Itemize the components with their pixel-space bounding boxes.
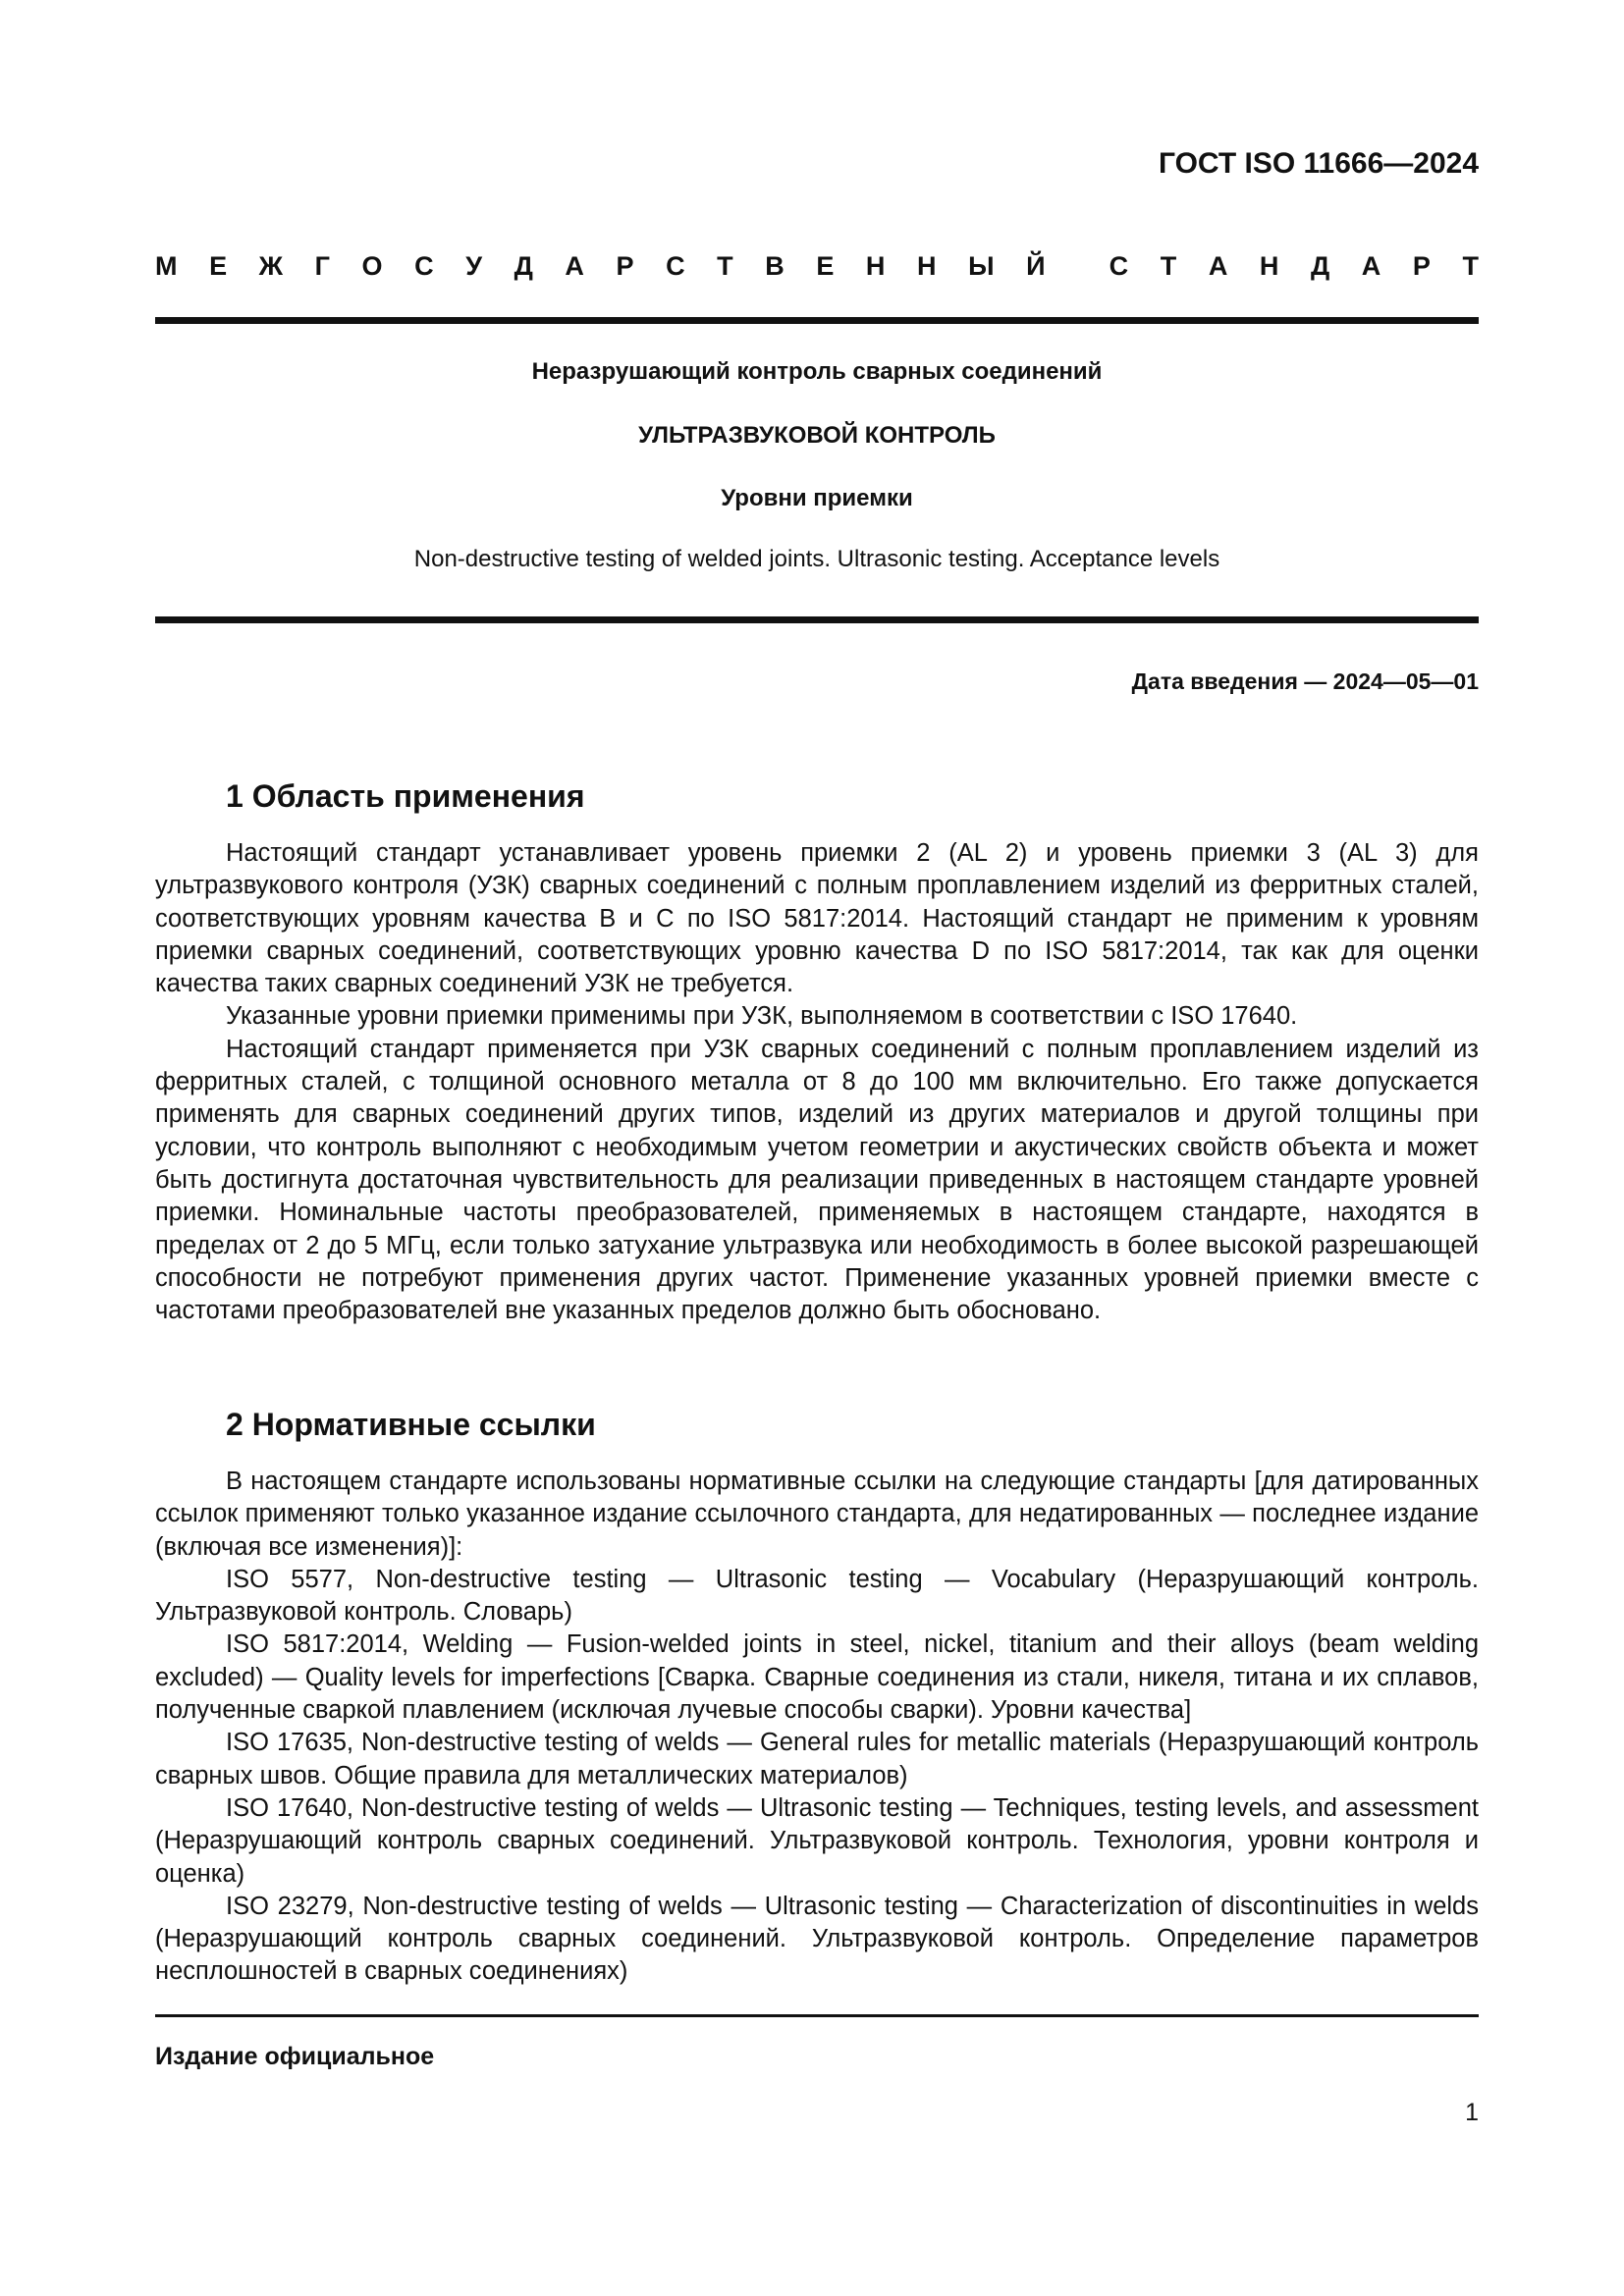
doc-type-letter: Р: [1412, 251, 1431, 281]
doc-type-letter: Н: [865, 251, 886, 281]
edition-label: Издание официальное: [155, 2043, 435, 2070]
doc-type-letter: Т: [717, 251, 733, 281]
paragraph: Указанные уровни приемки применимы при УЗК, выполняемом в соответствии с ISO 17640.: [226, 1002, 1298, 1031]
doc-type-letter: В: [765, 251, 785, 281]
section-heading-scope: 1 Область применения: [226, 778, 585, 814]
doc-type-letter: Т: [1160, 251, 1177, 281]
section-body-references: [155, 1466, 1479, 1989]
footer-divider: [155, 2014, 1479, 2017]
doc-type-letter: А: [1208, 251, 1228, 281]
doc-type-letter: О: [361, 251, 383, 281]
title-english: Non-destructive testing of welded joints. Ultrasonic testing. Acceptance levels: [413, 546, 1220, 572]
doc-type-letter: У: [465, 251, 483, 281]
doc-type-letter: Д: [514, 251, 533, 281]
doc-type-letter: Д: [1310, 251, 1330, 281]
introduction-date: Дата введения — 2024—05—01: [1131, 668, 1479, 694]
doc-type-letter: С: [666, 251, 685, 281]
paragraph: Настоящий стандарт устанавливает уровень приемки 2 (AL 2) и уровень приемки 3 (AL 3) для ультразвукового контроля (УЗК) сварных соединений с полным проплавлением изделий из ферритных сталей, соответствующих уровням качества В и С по ISO 5817:2014. Настоящий стандарт не применим к уровням приемки сварных соединений, соответствующих уровню качества D по ISO 5817:2014, так как для оценки качества таких сварных соединений УЗК не требуется.: [155, 839, 1479, 998]
doc-type-letter: М: [155, 251, 178, 281]
reference-item: ISO 17635, Non-destructive testing of welds — General rules for metallic materials (Неразрушающий контроль сварных швов. Общие правила для металлических материалов): [155, 1729, 1479, 1789]
doc-type-letter: Ж: [258, 251, 284, 281]
title-main: Неразрушающий контроль сварных соединений: [531, 358, 1103, 385]
doc-type-letter: Е: [816, 251, 835, 281]
doc-type-letter: А: [1361, 251, 1381, 281]
reference-item: ISO 17640, Non-destructive testing of welds — Ultrasonic testing — Techniques, testing levels, and assessment (Неразрушающий контроль сварных соединений. Ультразвуковой контроль. Технология, уровни контроля и оценка): [155, 1793, 1479, 1888]
doc-type-letter: Й: [1026, 251, 1046, 281]
doc-type-letter: С: [414, 251, 434, 281]
section-heading-references: 2 Нормативные ссылки: [226, 1407, 596, 1442]
doc-type-letter: С: [1109, 251, 1129, 281]
document-page: [155, 0, 1479, 2296]
doc-type-letter: Г: [314, 251, 330, 281]
page-number: 1: [1465, 2099, 1479, 2126]
reference-item: ISO 23279, Non-destructive testing of welds — Ultrasonic testing — Characterization of discontinuities in welds (Неразрушающий контроль сварных соединений. Ультразвуковой контроль. Определение параметров несплошностей в сварных соединениях): [155, 1892, 1479, 1986]
doc-type-letter: А: [565, 251, 584, 281]
doc-type-letter: Ы: [968, 251, 995, 281]
doc-type-letter: Р: [616, 251, 634, 281]
title-sub: УЛЬТРАЗВУКОВОЙ КОНТРОЛЬ: [638, 422, 996, 449]
reference-item: ISO 5817:2014, Welding — Fusion-welded joints in steel, nickel, titanium and their alloys (beam welding excluded) — Quality levels for imperfections [Сварка. Сварные соединения из стали, никеля, титана и их сплавов, полученные сваркой плавлением (исключая лучевые способы сварки). Уровни качества]: [155, 1630, 1479, 1725]
paragraph: В настоящем стандарте использованы нормативные ссылки на следующие стандарты [для датированных ссылок применяют только указанное издание ссылочного стандарта, для недатированных — последнее издание (включая все изменения)]:: [155, 1468, 1479, 1561]
title-part: Уровни приемки: [721, 485, 913, 511]
doc-type-letter: Н: [917, 251, 937, 281]
document-code: ГОСТ ISO 11666—2024: [1158, 147, 1479, 180]
section-body-scope: [155, 837, 1479, 1327]
document-type-heading: [155, 251, 1479, 282]
doc-type-letter: Е: [209, 251, 228, 281]
reference-item: ISO 5577, Non-destructive testing — Ultrasonic testing — Vocabulary (Неразрушающий контроль. Ультразвуковой контроль. Словарь): [155, 1565, 1479, 1627]
doc-type-letter: Т: [1462, 251, 1479, 281]
doc-type-letter: Н: [1259, 251, 1279, 281]
title-divider: [155, 616, 1479, 623]
top-divider: [155, 317, 1479, 324]
paragraph: Настоящий стандарт применяется при УЗК сварных соединений с полным проплавлением изделий из ферритных сталей, с толщиной основного металла от 8 до 100 мм включительно. Его также допускается применять для сварных соединений других типов, изделий из других материалов и другой толщины при условии, что контроль выполняют с необходимым учетом геометрии и акустических свойств объекта и может быть достигнута достаточная чувствительность для реализации приведенных в настоящем стандарте уровней приемки. Номинальные частоты преобразователей, применяемых в настоящем стандарте, находятся в пределах от 2 до 5 МГц, если только затухание ультразвука или необходимость в более высокой разрешающей способности не потребуют применения других частот. Применение указанных уровней приемки вместе с частотами преобразователей вне указанных пределов должно быть обосновано.: [155, 1035, 1479, 1325]
